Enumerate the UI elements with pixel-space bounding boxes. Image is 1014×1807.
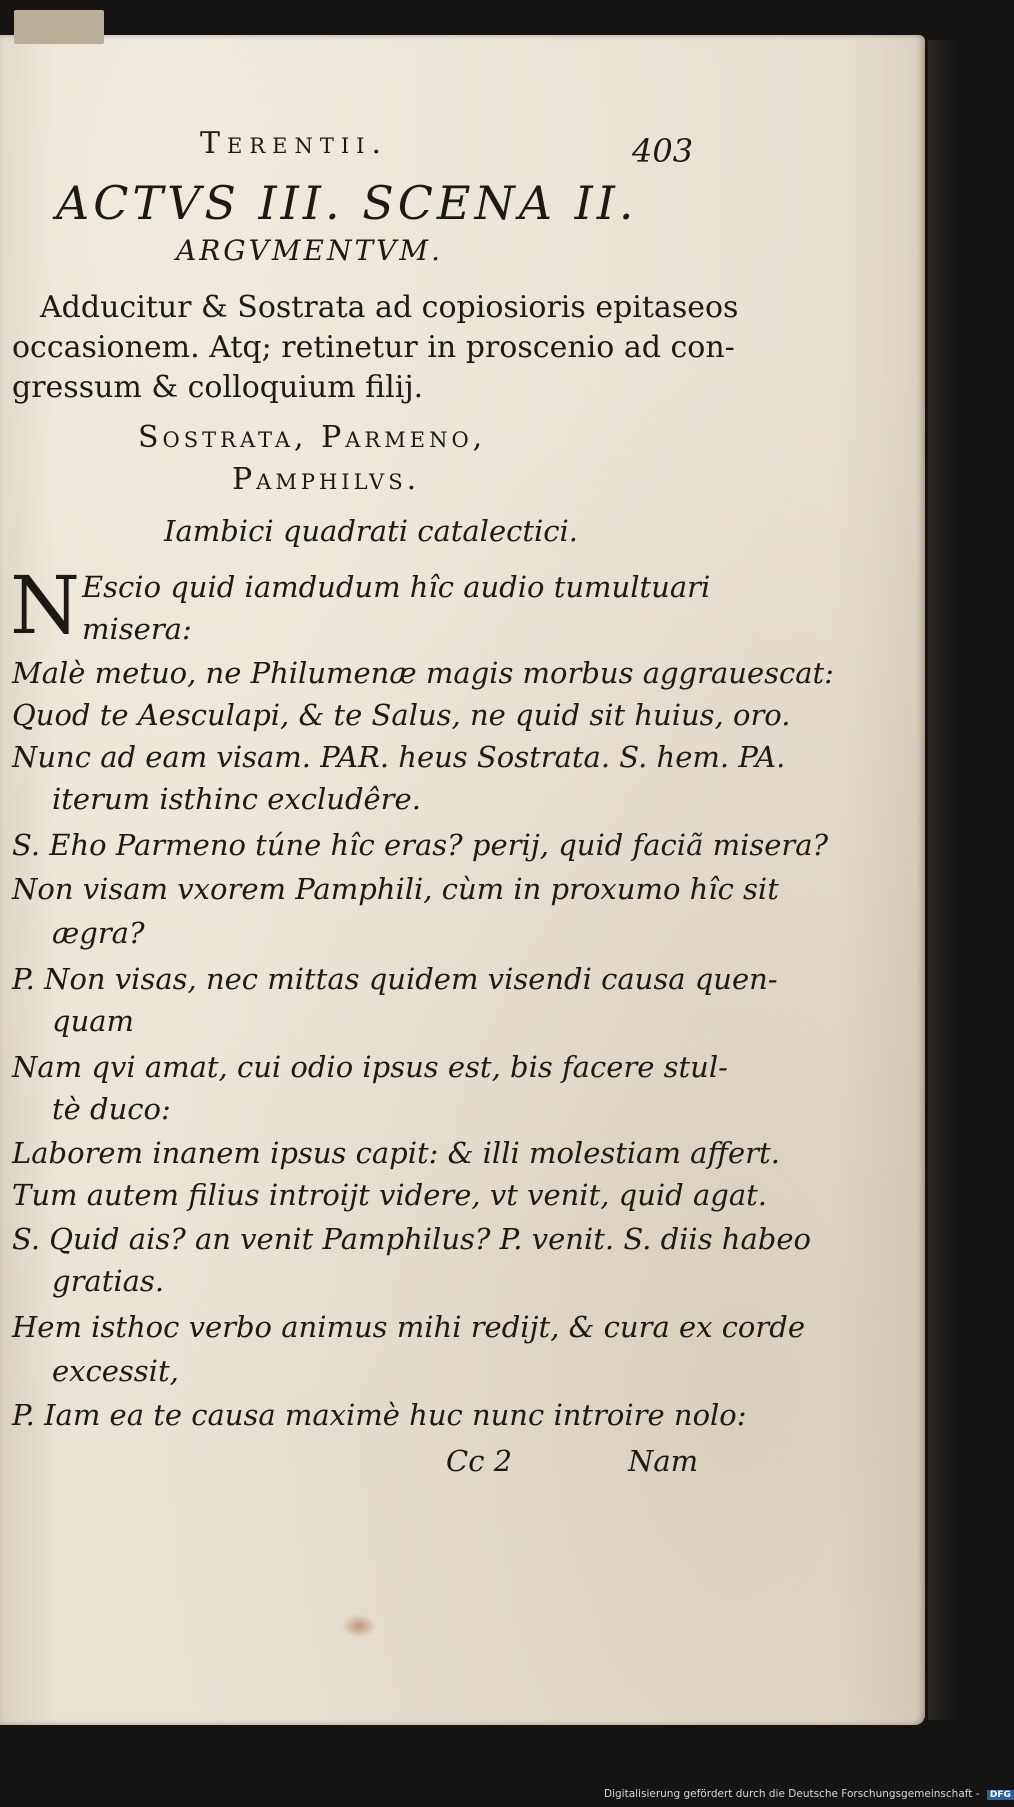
verse-line: S. Eho Parmeno túne hîc eras? perij, quid faciã misera? — [12, 828, 829, 862]
verse-line: Tum autem filius introijt videre, vt venit, quid agat. — [12, 1178, 767, 1212]
verse-line: iterum isthinc excludêre. — [52, 782, 421, 816]
digitization-credit — [604, 1788, 1014, 1800]
verse-line: P. Non visas, nec mittas quidem visendi causa quen- — [12, 962, 778, 996]
argument-line: Adducitur & Sostrata ad copiosioris epitaseos — [40, 290, 739, 325]
verse-line: gratias. — [52, 1264, 165, 1298]
credit-text: Digitalisierung gefördert durch die Deutsche Forschungsgemeinschaft - — [604, 1788, 980, 1800]
act-title: ACTVS III. SCENA II. — [56, 176, 638, 230]
verse-line: misera: — [82, 612, 192, 646]
verse-line: P. Iam ea te causa maximè huc nunc introire nolo: — [12, 1398, 747, 1432]
verse-line: S. Quid ais? an venit Pamphilus? P. venit. S. diis habeo — [12, 1222, 811, 1256]
drop-cap: N — [10, 559, 80, 652]
persons-line: Pamphilvs. — [232, 462, 421, 497]
verse-line: Nam qvi amat, cui odio ipsus est, bis facere stul- — [12, 1050, 728, 1084]
verse-line: excessit, — [52, 1354, 179, 1388]
meter-note: Iambici quadrati catalectici. — [164, 514, 579, 548]
argument-line: gressum & colloquium filij. — [12, 370, 424, 405]
argument-title: ARGVMENTVM. — [176, 234, 443, 267]
dfg-logo: DFG — [987, 1790, 1014, 1800]
verse-line: ægra? — [52, 916, 145, 950]
persons-line: Sostrata, Parmeno, — [138, 420, 487, 455]
book-edge — [928, 40, 956, 1720]
signature-mark: Cc 2 — [446, 1444, 513, 1478]
verse-line: Laborem inanem ipsus capit: & illi molestiam affert. — [12, 1136, 780, 1170]
verse-line: Hem isthoc verbo animus mihi redijt, & cura ex corde — [12, 1310, 805, 1344]
verse-line: Nunc ad eam visam. PAR. heus Sostrata. S. hem. PA. — [12, 740, 786, 774]
catchword: Nam — [628, 1444, 699, 1478]
page-tab-marker — [14, 10, 104, 44]
running-title: Terentii. — [200, 126, 388, 161]
argument-line: occasionem. Atq; retinetur in proscenio ad con- — [12, 330, 735, 365]
verse-line: Quod te Aesculapi, & te Salus, ne quid sit huius, oro. — [12, 698, 791, 732]
page-number: 403 — [632, 132, 694, 170]
verse-line: quam — [52, 1004, 135, 1038]
verse-line: Non visam vxorem Pamphili, cùm in proxumo hîc sit — [12, 872, 779, 906]
verse-line: Escio quid iamdudum hîc audio tumultuari — [82, 570, 711, 604]
page-stain — [342, 1614, 376, 1638]
verse-line: Malè metuo, ne Philumenæ magis morbus aggrauescat: — [12, 656, 834, 690]
verse-line: tè duco: — [52, 1092, 171, 1126]
